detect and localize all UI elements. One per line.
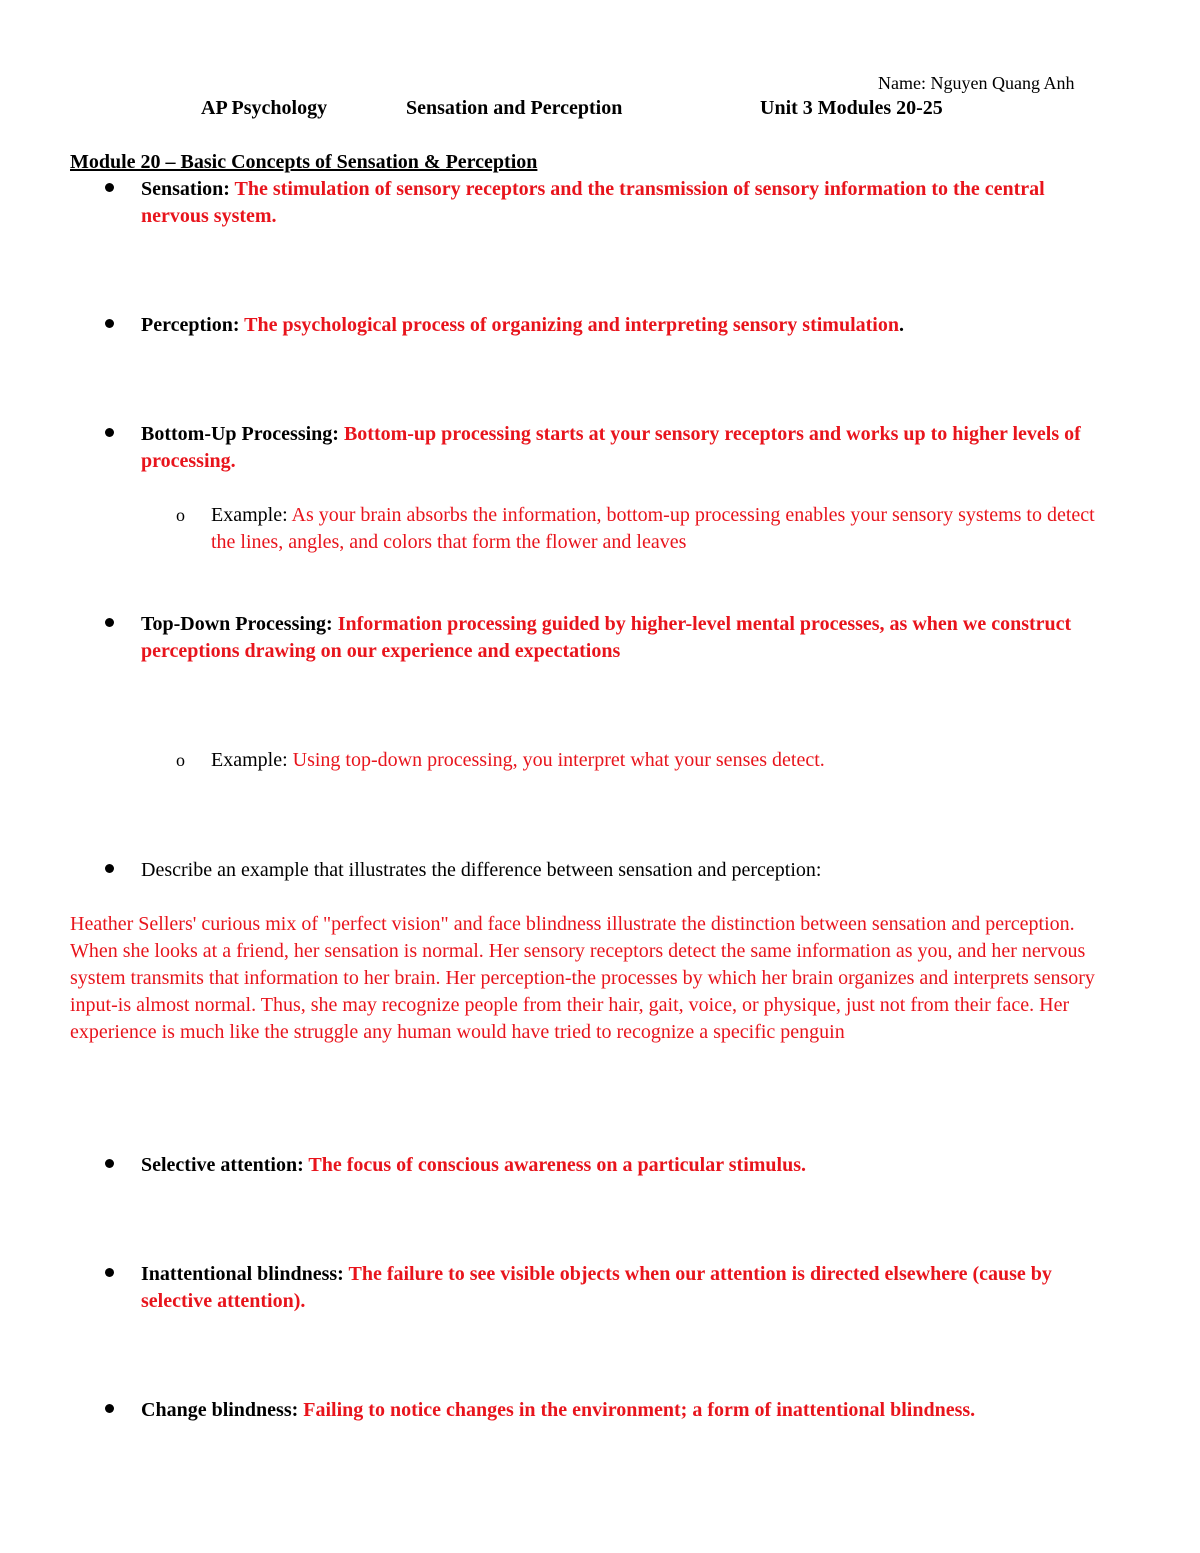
term-change-blindness bbox=[141, 1397, 1111, 1424]
bullet-icon bbox=[105, 319, 114, 328]
term-definition: Information processing guided by higher-level mental processes, as when we construct perceptions drawing on our experience and expectations bbox=[141, 613, 1072, 662]
term-label: Bottom-Up Processing: bbox=[141, 423, 339, 445]
bullet-icon bbox=[105, 1404, 114, 1413]
bullet-icon bbox=[105, 1159, 114, 1168]
bullet-icon bbox=[105, 428, 114, 437]
bullet-icon bbox=[105, 618, 114, 627]
example-text: As your brain absorbs the information, bottom-up processing enables your sensory systems to detect the lines, angles, and colors that form the flower and leaves bbox=[211, 504, 1095, 553]
term-label: Perception: bbox=[141, 314, 240, 336]
term-label: Sensation: bbox=[141, 178, 230, 200]
term-end-punct: . bbox=[898, 314, 904, 336]
term-inattentional-blindness bbox=[141, 1261, 1111, 1315]
term-sensation bbox=[141, 176, 1111, 230]
describe-prompt: Describe an example that illustrates the difference between sensation and perception: bbox=[141, 859, 822, 881]
student-name: Name: Nguyen Quang Anh bbox=[878, 73, 1075, 93]
course-title: AP Psychology bbox=[201, 97, 328, 119]
sub-bullet-icon: o bbox=[176, 750, 185, 770]
bullet-icon bbox=[105, 864, 114, 873]
example-text: Using top-down processing, you interpret what your senses detect. bbox=[292, 749, 825, 771]
term-label: Change blindness: bbox=[141, 1399, 299, 1421]
topic-title: Sensation and Perception bbox=[406, 97, 623, 119]
bullet-icon bbox=[105, 183, 114, 192]
term-selective-attention bbox=[141, 1152, 1111, 1179]
term-definition: The focus of conscious awareness on a particular stimulus. bbox=[308, 1154, 807, 1176]
bullet-icon bbox=[105, 1268, 114, 1277]
term-top-down-processing bbox=[141, 611, 1111, 665]
term-definition: The psychological process of organizing and interpreting sensory stimulation bbox=[244, 314, 899, 336]
term-definition: Bottom-up processing starts at your sensory receptors and works up to higher levels of processing. bbox=[141, 423, 1081, 472]
describe-answer: Heather Sellers' curious mix of "perfect vision" and face blindness illustrate the distinction between sensation and perception. When she looks at a friend, her sensation is normal. Her sensory receptors detect the same information as you, and her nervous system transmits that information to her brain. Her perception-the processes by which her brain organizes and interprets sensory input-is almost normal. Thus, she may recognize people from their hair, gait, voice, or physique, just not from their face. Her experience is much like the struggle any human would have tried to recognize a specific penguin bbox=[70, 913, 1095, 1043]
term-label: Selective attention: bbox=[141, 1154, 304, 1176]
term-definition: Failing to notice changes in the environment; a form of inattentional blindness. bbox=[303, 1399, 976, 1421]
term-bottom-up-processing bbox=[141, 421, 1111, 475]
example-top-down bbox=[211, 747, 1111, 774]
sub-bullet-icon: o bbox=[176, 505, 185, 525]
term-definition: The stimulation of sensory receptors and the transmission of sensory information to the central nervous system. bbox=[141, 178, 1045, 227]
term-perception bbox=[141, 312, 1111, 339]
example-label: Example: bbox=[211, 749, 288, 771]
module-title: Module 20 – Basic Concepts of Sensation & Perception bbox=[70, 151, 538, 173]
term-label: Top-Down Processing: bbox=[141, 613, 333, 635]
unit-title: Unit 3 Modules 20-25 bbox=[760, 97, 943, 119]
example-label: Example: bbox=[211, 504, 288, 526]
term-label: Inattentional blindness: bbox=[141, 1263, 344, 1285]
example-bottom-up bbox=[211, 502, 1111, 556]
term-definition: The failure to see visible objects when our attention is directed elsewhere (cause by selective attention). bbox=[141, 1263, 1052, 1312]
